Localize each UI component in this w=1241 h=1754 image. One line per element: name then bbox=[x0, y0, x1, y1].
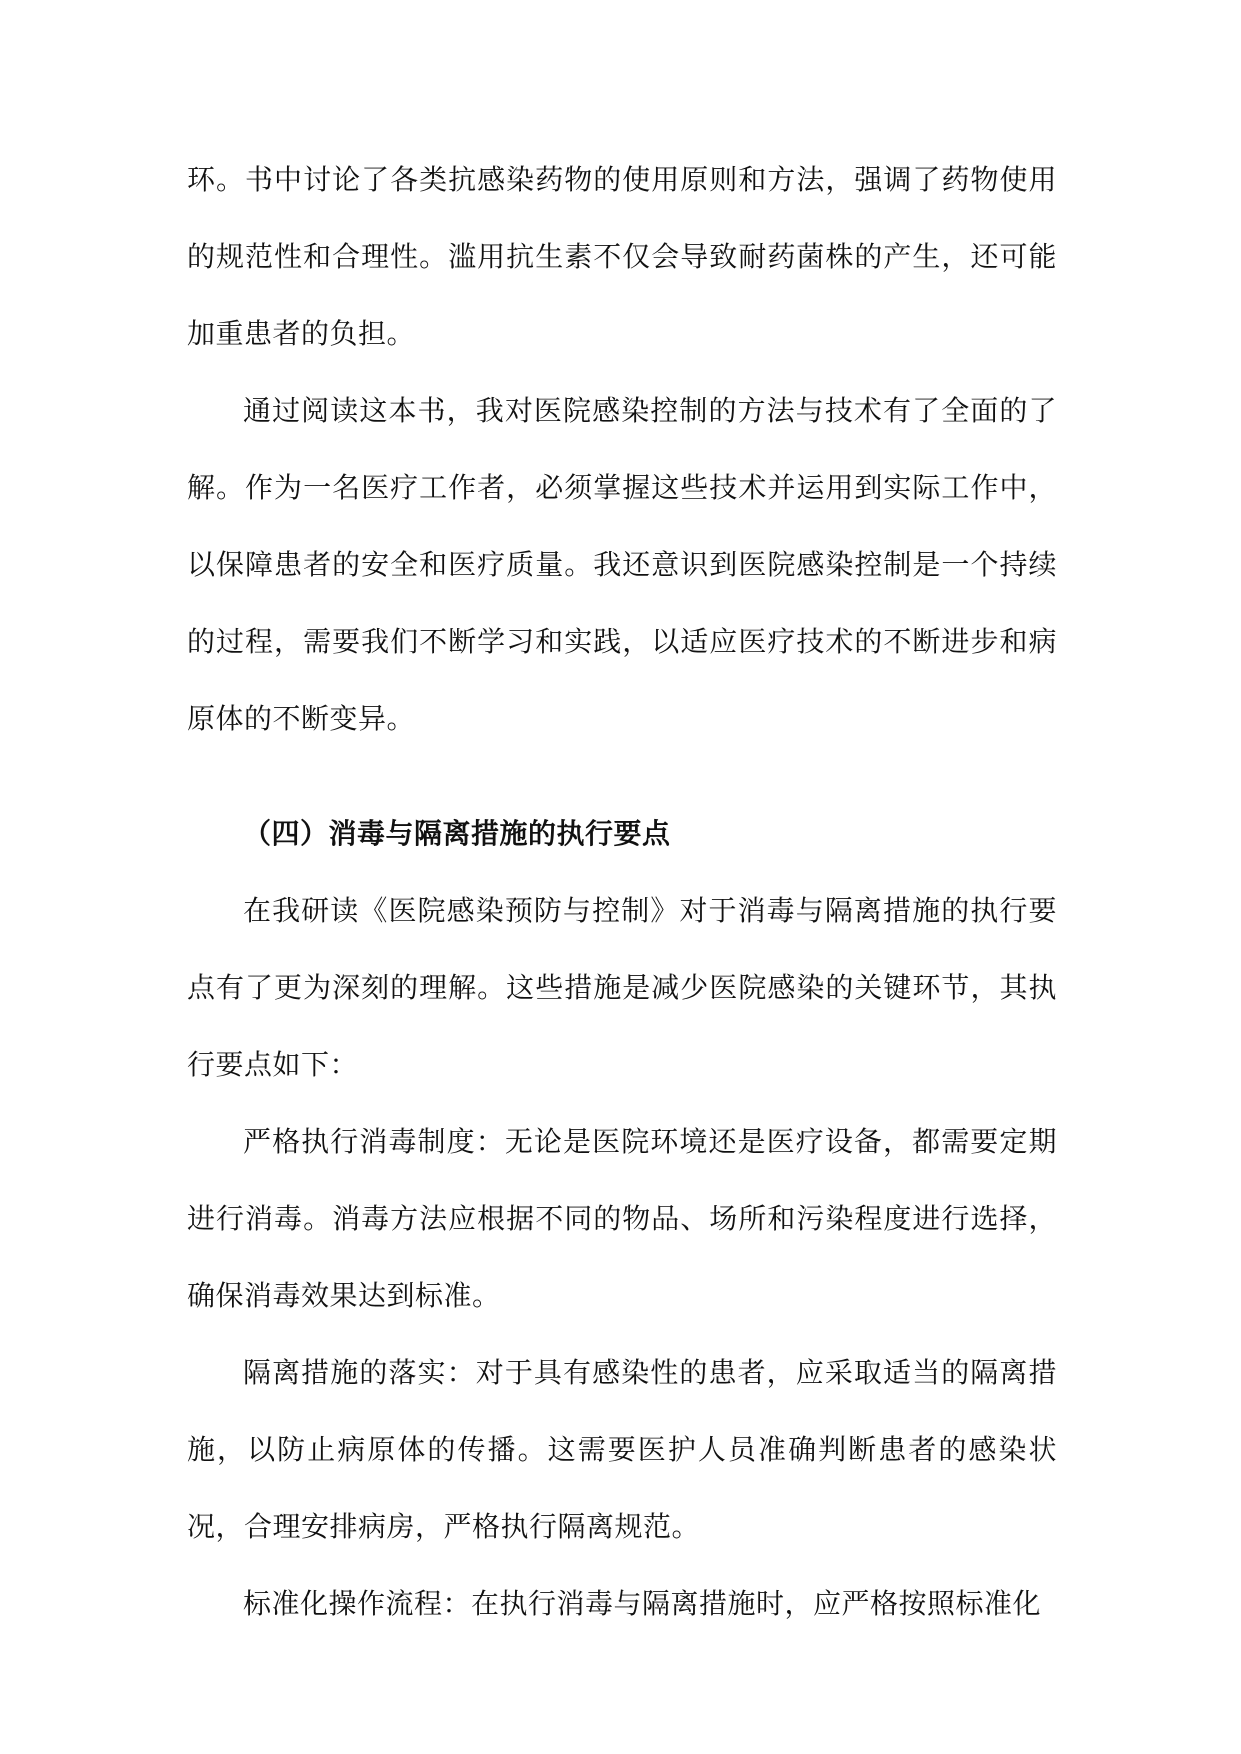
paragraph-isolation: 隔离措施的落实：对于具有感染性的患者，应采取适当的隔离措施，以防止病原体的传播。这需要医护人员准确判断患者的感染状况，合理安排病房，严格执行隔离规范。 bbox=[187, 1356, 1057, 1543]
paragraph-standard-procedure: 标准化操作流程：在执行消毒与隔离措施时，应严格按照标准化 bbox=[243, 1587, 1042, 1620]
paragraph-disinfection: 严格执行消毒制度：无论是医院环境还是医疗设备，都需要定期进行消毒。消毒方法应根据不同的物品、场所和污染程度进行选择，确保消毒效果达到标准。 bbox=[187, 1125, 1057, 1312]
paragraph-reading-reflection: 通过阅读这本书，我对医院感染控制的方法与技术有了全面的了解。作为一名医疗工作者，必须掌握这些技术并运用到实际工作中，以保障患者的安全和医疗质量。我还意识到医院感染控制是一个持续的过程，需要我们不断学习和实践，以适应医疗技术的不断进步和病原体的不断变异。 bbox=[187, 394, 1057, 735]
paragraph-intro: 在我研读《医院感染预防与控制》对于消毒与隔离措施的执行要点有了更为深刻的理解。这些措施是减少医院感染的关键环节，其执行要点如下： bbox=[187, 894, 1057, 1081]
section-heading: （四）消毒与隔离措施的执行要点 bbox=[243, 817, 671, 850]
document-body bbox=[187, 141, 1057, 1642]
paragraph-continuation: 环。书中讨论了各类抗感染药物的使用原则和方法，强调了药物使用的规范性和合理性。滥用抗生素不仅会导致耐药菌株的产生，还可能加重患者的负担。 bbox=[187, 163, 1057, 350]
